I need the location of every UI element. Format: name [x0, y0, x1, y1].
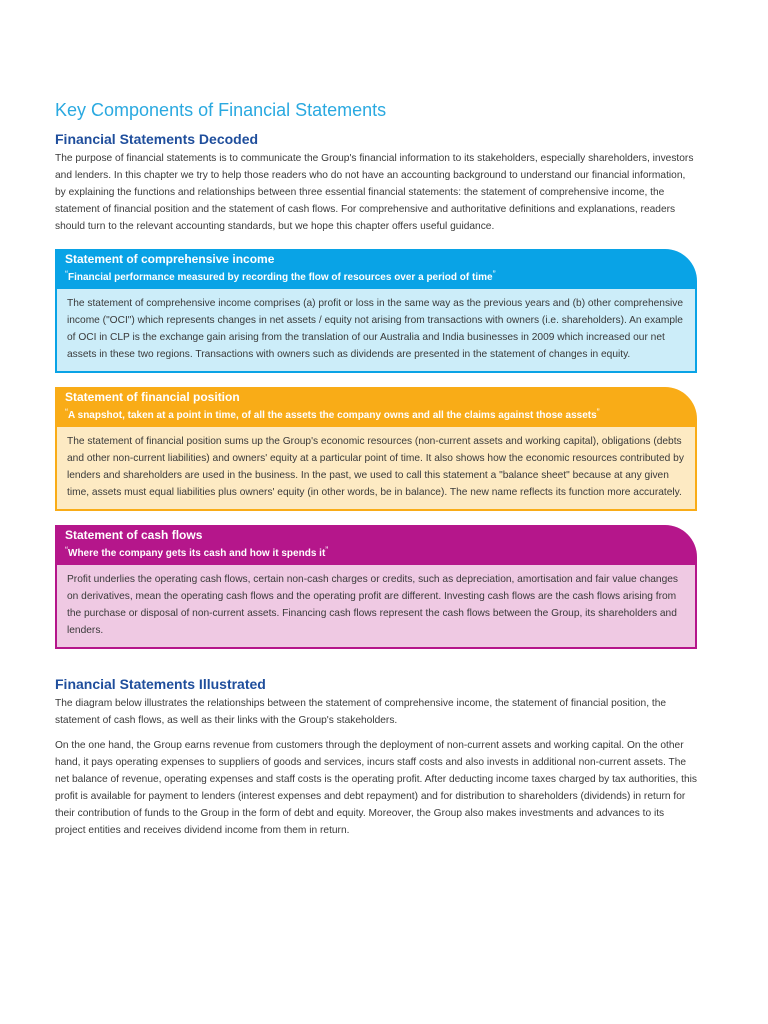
- box-title: Statement of cash flows: [65, 528, 203, 542]
- box-subtitle-text: Financial performance measured by recording the flow of resources over a period of time: [68, 272, 493, 283]
- cash-flows-box: [55, 525, 697, 649]
- close-quote: ”: [325, 545, 329, 555]
- page: [55, 98, 697, 839]
- section-heading-illustrated: Financial Statements Illustrated: [55, 676, 266, 692]
- box-subtitle: [65, 405, 687, 423]
- comprehensive-income-box: [55, 249, 697, 373]
- illustrated-paragraph-1: The diagram below illustrates the relationships between the statement of comprehensive income, the statement of financial position, the statement of cash flows, as well as their links with the Group's stakeholders.: [55, 698, 667, 726]
- box-subtitle: [65, 543, 687, 561]
- box-subtitle-text: A snapshot, taken at a point in time, of all the assets the company owns and all the claims against those assets: [68, 410, 597, 421]
- box-header: [55, 525, 697, 565]
- box-header: [55, 387, 697, 427]
- close-quote: ”: [492, 269, 496, 279]
- decoded-paragraph: The purpose of financial statements is to communicate the Group's financial information to its stakeholders, especially shareholders, investors and lenders. In this chapter we try to help those readers who do not have an accounting background to understand our financial information, by explaining the functions and relationships between three essential financial statements: the statement of comprehensive income, the statement of financial position and the statement of cash flows. For comprehensive and authoritative definitions and explanations, readers should turn to the relevant accounting standards, but we hope this chapter offers useful guidance.: [55, 153, 694, 232]
- page-title: Key Components of Financial Statements: [55, 100, 387, 120]
- box-body: The statement of financial position sums up the Group's economic resources (non-current assets and working capital), obligations (debts and other non-current liabilities) and owners' equity at a particular point of time. It also shows how the economic resources contributed by lenders and shareholders are used in the business. In the past, we used to call this statement a "balance sheet" because at any given time, assets must equal liabilities plus owners' equity (in other words, be in balance). The new name reflects its function more accurately.: [55, 427, 697, 511]
- close-quote: ”: [596, 407, 600, 417]
- box-subtitle: [65, 267, 687, 285]
- open-quote: “: [65, 545, 68, 555]
- box-title: Statement of comprehensive income: [65, 252, 275, 266]
- financial-position-box: [55, 387, 697, 511]
- box-title: Statement of financial position: [65, 390, 240, 404]
- box-header: [55, 249, 697, 289]
- open-quote: “: [65, 407, 68, 417]
- open-quote: “: [65, 269, 68, 279]
- illustrated-paragraph-2: On the one hand, the Group earns revenue from customers through the deployment of non-current assets and working capital. On the other hand, it pays operating expenses to suppliers of goods and services, incurs staff costs and also invests in additional non-current assets. The net balance of revenue, operating expenses and staff costs is the operating profit. After deducting income taxes charged by tax authorities, this profit is available for payment to lenders (interest expenses and debt repayment) and for distribution to shareholders (dividends) in return for their contribution of funds to the Group in the form of debt and equity. Moreover, the Group also makes investments and advances to its project entities and receives dividend income from them in return.: [55, 740, 698, 836]
- box-body: The statement of comprehensive income comprises (a) profit or loss in the same way as the previous years and (b) other comprehensive income ("OCI") which represents changes in net assets / equity not arising from transactions with owners (i.e. shareholders). An example of OCI in CLP is the exchange gain arising from the translation of our Australia and India businesses in 2009 which increased our net assets in these two regions. Transactions with owners such as dividends are presented in the statement of changes in equity.: [55, 289, 697, 373]
- illustrated-section: [55, 675, 697, 839]
- section-heading-decoded: Financial Statements Decoded: [55, 131, 259, 147]
- box-body: Profit underlies the operating cash flows, certain non-cash charges or credits, such as depreciation, amortisation and fair value changes on derivatives, mean the operating cash flows and the operating profit are different. Investing cash flows are the cash flows arising from the purchase or disposal of non-current assets. Financing cash flows represent the cash flows between the Group, its shareholders and lenders.: [55, 565, 697, 649]
- box-subtitle-text: Where the company gets its cash and how it spends it: [68, 548, 326, 559]
